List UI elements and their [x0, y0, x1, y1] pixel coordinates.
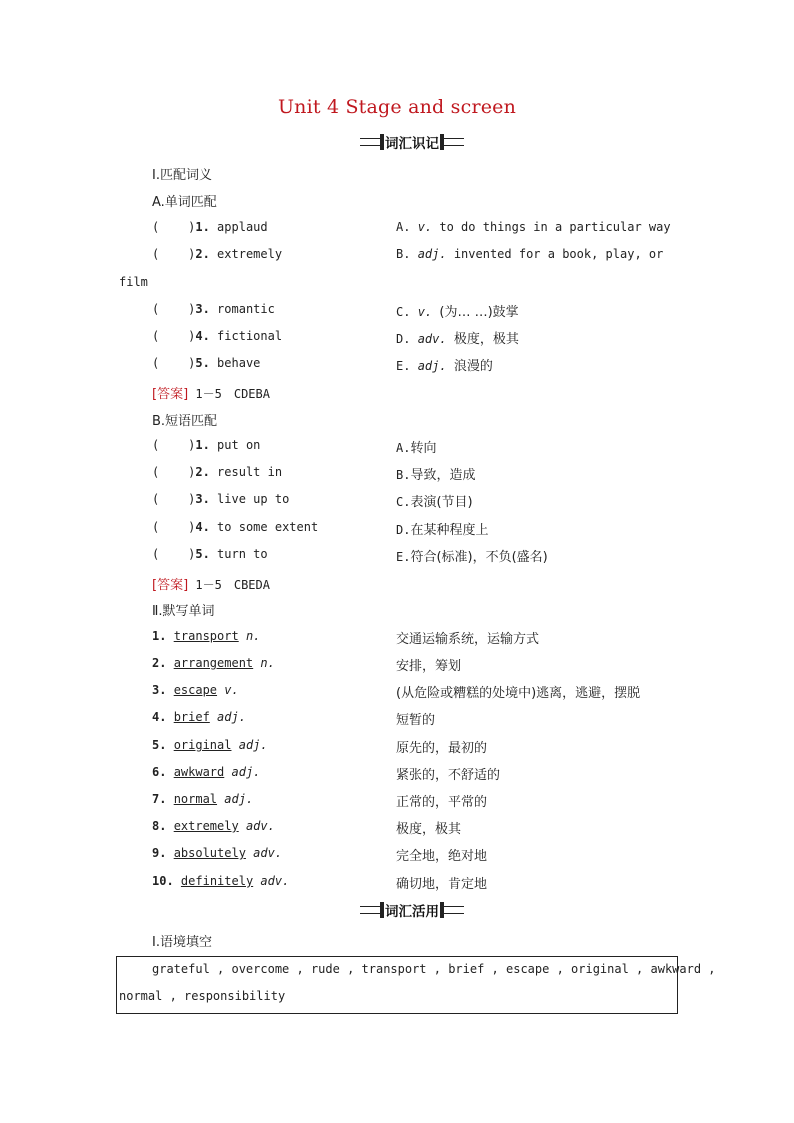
definition: D. adv. 极度，极其: [396, 332, 519, 347]
list-item: 2. arrangement n.: [152, 656, 275, 670]
word-bank-line: grateful , overcome , rude , transport , brief , escape , original , awkward ,: [152, 962, 716, 976]
list-item: ( )3. romantic: [152, 302, 275, 316]
definition: E. adj. 浪漫的: [396, 359, 493, 374]
section-banner-vocab-recognition: [360, 134, 464, 150]
definition: 短暂的: [396, 713, 436, 728]
section-heading: Ⅱ.默写单词: [152, 604, 215, 619]
definition: A.转向: [396, 441, 437, 456]
definition: C.表演(节目): [396, 495, 473, 510]
list-item: 4. brief adj.: [152, 710, 246, 724]
page-title: Unit 4 Stage and screen: [277, 96, 517, 118]
section-banner-vocab-usage: [360, 902, 464, 918]
list-item: 5. original adj.: [152, 738, 268, 752]
definition: 交通运输系统，运输方式: [396, 632, 540, 647]
definition: 确切地，肯定地: [396, 877, 488, 892]
definition: B.导致，造成: [396, 468, 476, 483]
answer-tag: [答案]: [152, 578, 189, 593]
section-heading: Ⅰ.语境填空: [152, 935, 212, 950]
list-item: ( )2. result in: [152, 465, 283, 479]
definition: B. adj. invented for a book, play, or: [396, 247, 664, 261]
list-item: ( )4. fictional: [152, 329, 283, 343]
definition: A. v. to do things in a particular way: [396, 220, 671, 234]
banner-label: 词汇识记: [385, 136, 439, 152]
word-bank-box: [116, 956, 716, 1014]
subsection-heading: A.单词匹配: [152, 195, 217, 210]
list-item: ( )2. extremely: [152, 247, 283, 261]
list-item: ( )1. put on: [152, 438, 261, 452]
definition: 完全地，绝对地: [396, 849, 488, 864]
definition: (从危险或糟糕的处境中)逃离，逃避，摆脱: [396, 686, 641, 701]
definition: E.符合(标准)，不负(盛名): [396, 550, 548, 565]
list-item: ( )5. behave: [152, 356, 261, 370]
list-item: ( )5. turn to: [152, 547, 268, 561]
answer-line: [答案] 1－5 CDEBA: [152, 387, 270, 402]
list-item: 9. absolutely adv.: [152, 846, 283, 860]
subsection-heading: B.短语匹配: [152, 414, 218, 429]
list-item: ( )1. applaud: [152, 220, 268, 234]
definition-wrap: film: [119, 275, 148, 289]
word-bank-line: normal , responsibility: [119, 989, 286, 1003]
definition: 紧张的，不舒适的: [396, 768, 501, 783]
list-item: 3. escape v.: [152, 683, 239, 697]
list-item: 8. extremely adv.: [152, 819, 275, 833]
banner-label: 词汇活用: [385, 904, 439, 920]
list-item: 7. normal adj.: [152, 792, 254, 806]
list-item: 10. definitely adv.: [152, 874, 290, 888]
list-item: 1. transport n.: [152, 629, 261, 643]
list-item: ( )3. live up to: [152, 492, 290, 506]
section-heading: Ⅰ.匹配词义: [152, 168, 212, 183]
definition: C. v. (为… …)鼓掌: [396, 305, 519, 320]
list-item: ( )4. to some extent: [152, 520, 319, 534]
definition: D.在某种程度上: [396, 523, 489, 538]
definition: 原先的，最初的: [396, 741, 488, 756]
definition: 安排，筹划: [396, 659, 462, 674]
list-item: 6. awkward adj.: [152, 765, 261, 779]
answer-tag: [答案]: [152, 387, 189, 402]
answer-line: [答案] 1－5 CBEDA: [152, 578, 270, 593]
definition: 正常的，平常的: [396, 795, 488, 810]
definition: 极度，极其: [396, 822, 462, 837]
